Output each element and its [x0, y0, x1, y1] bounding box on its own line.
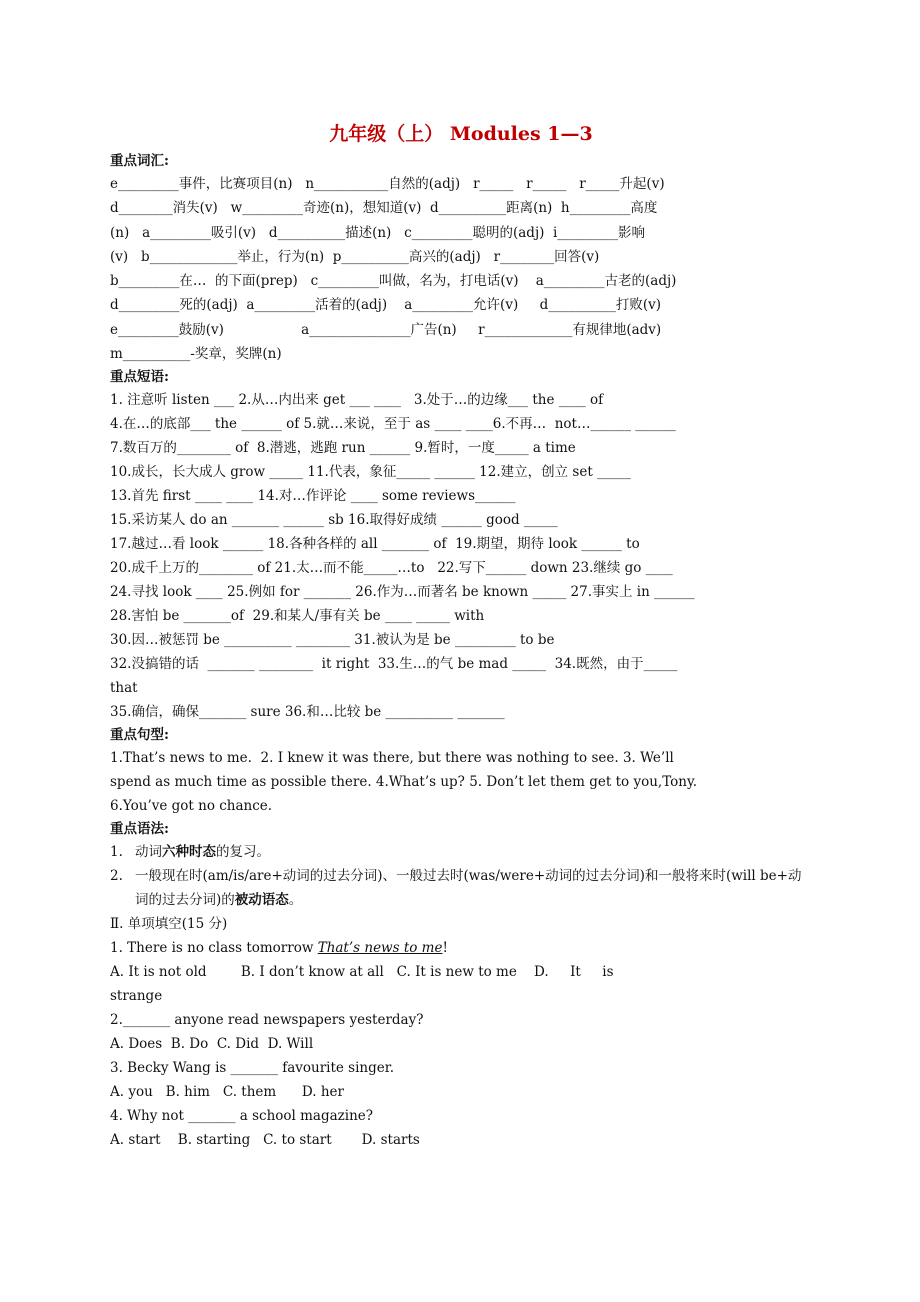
- grammar-heading: 重点语法:: [110, 821, 169, 838]
- grammar-text: 动词: [135, 844, 162, 861]
- phrase-line: 32.没搞错的话 _______ ________ it right 33.生…的气 be mad _____ 34.既然，由于_____: [110, 656, 678, 673]
- exercise-line: A. you B. him C. them D. her: [110, 1084, 344, 1101]
- question-emphasis: That’s news to me: [317, 940, 443, 957]
- worksheet-page: [110, 118, 812, 1152]
- vocab-line: d________消失(v) w_________奇迹(n)，想知道(v) d__________距离(n) h_________高度: [110, 200, 658, 217]
- phrase-line: 17.越过…看 look ______ 18.各种各样的 all _______ of 19.期望，期待 look ______ to: [110, 536, 640, 553]
- grammar-item-text: [135, 840, 812, 864]
- phrase-line: 20.成千上万的________ of 21.太…而不能_____…to 22.写下______ down 23.继续 go ____: [110, 560, 673, 577]
- exercise-line: strange: [110, 988, 163, 1005]
- sentences-heading: 重点句型:: [110, 727, 169, 744]
- phrase-line: 7.数百万的________ of 8.潜逃，逃跑 run ______ 9.暂时，一度_____ a time: [110, 440, 576, 457]
- phrase-line: 28.害怕 be _______of 29.和某人/事有关 be ____ _____ with: [110, 608, 485, 625]
- grammar-bold-text: 被动语态: [234, 892, 289, 909]
- question-text: 1. There is no class tomorrow: [110, 940, 318, 957]
- vocab-line: m__________-奖章，奖牌(n): [110, 346, 282, 363]
- phrase-line: 24.寻找 look ____ 25.例如 for _______ 26.作为…而著名 be known _____ 27.事实上 in ______: [110, 584, 695, 601]
- vocab-line: b_________在… 的下面(prep) c_________叫做，名为，打电话(v) a_________古老的(adj): [110, 273, 677, 290]
- phrases-heading: 重点短语:: [110, 369, 169, 386]
- grammar-item: [110, 840, 812, 864]
- sentence-line: 1.That’s news to me. 2. I knew it was there, but there was nothing to see. 3. We’ll: [110, 750, 674, 767]
- question-1: [110, 936, 812, 960]
- vocab-line: e_________事件，比赛项目(n) n___________自然的(adj) r_____ r_____ r_____升起(v): [110, 176, 665, 192]
- question-text: !: [442, 940, 448, 957]
- grammar-bold-text: 六种时态: [162, 844, 216, 861]
- phrase-line: 1. 注意听 listen ___ 2.从…内出来 get ___ ____ 3.处于…的边缘___ the ____ of: [110, 392, 604, 409]
- grammar-text: 一般现在时(am/is/are+动词的过去分词)、一般过去时(was/were+动词的过去分词)和一般将来时(will be+动词的过去分词)的: [135, 868, 802, 909]
- phrase-line: 10.成长，长大成人 grow _____ 11.代表，象征_____ ______ 12.建立，创立 set _____: [110, 464, 631, 481]
- vocab-line: d_________死的(adj) a_________活着的(adj) a_________允许(v) d__________打败(v): [110, 297, 661, 314]
- phrase-line: 4.在…的底部___ the ______ of 5.就…来说，至于 as ____ ____6.不再… not…______ ______: [110, 416, 676, 433]
- exercise-heading: Ⅱ. 单项填空(15 分): [110, 916, 228, 933]
- grammar-text: 的复习。: [216, 844, 270, 861]
- grammar-text: 。: [288, 892, 303, 909]
- vocab-line: (n) a_________吸引(v) d__________描述(n) c_________聪明的(adj) i_________影响: [110, 224, 646, 241]
- vocab-heading: 重点词汇:: [110, 153, 169, 169]
- exercise-line: A. Does B. Do C. Did D. Will: [110, 1036, 314, 1053]
- sentence-line: 6.You’ve got no chance.: [110, 798, 273, 815]
- phrase-line: 15.采访某人 do an _______ ______ sb 16.取得好成绩 ______ good _____: [110, 512, 558, 529]
- phrase-line: 30.因…被惩罚 be __________ ________ 31.被认为是 be _________ to be: [110, 632, 555, 649]
- grammar-item-number: 2.: [110, 868, 123, 885]
- phrase-line: 13.首先 first ____ ____ 14.对…作评论 ____ some reviews______: [110, 488, 516, 505]
- exercise-line: A. It is not old B. I don’t know at all C. It is new to me D. It is: [110, 964, 614, 981]
- phrase-line: that: [110, 680, 138, 697]
- phrase-line: 35.确信，确保_______ sure 36.和…比较 be __________ _______: [110, 704, 505, 721]
- page-title: 九年级（上） Modules 1—3: [329, 123, 593, 145]
- grammar-item-number: 1.: [110, 844, 123, 861]
- sentence-line: spend as much time as possible there. 4.What’s up? 5. Don’t let them get to you,Tony.: [110, 774, 698, 791]
- exercise-line: 3. Becky Wang is _______ favourite singer.: [110, 1060, 395, 1077]
- exercise-line: 4. Why not _______ a school magazine?: [110, 1108, 374, 1125]
- grammar-item-text: [135, 864, 812, 912]
- grammar-item: [110, 864, 812, 912]
- vocab-line: (v) b_____________举止，行为(n) p__________高兴的(adj) r________回答(v): [110, 248, 600, 265]
- exercise-line: A. start B. starting C. to start D. starts: [110, 1132, 420, 1149]
- exercise-line: 2._______ anyone read newspapers yesterday?: [110, 1012, 424, 1029]
- vocab-line: e_________鼓励(v) a_______________广告(n) r_____________有规律地(adv): [110, 321, 662, 338]
